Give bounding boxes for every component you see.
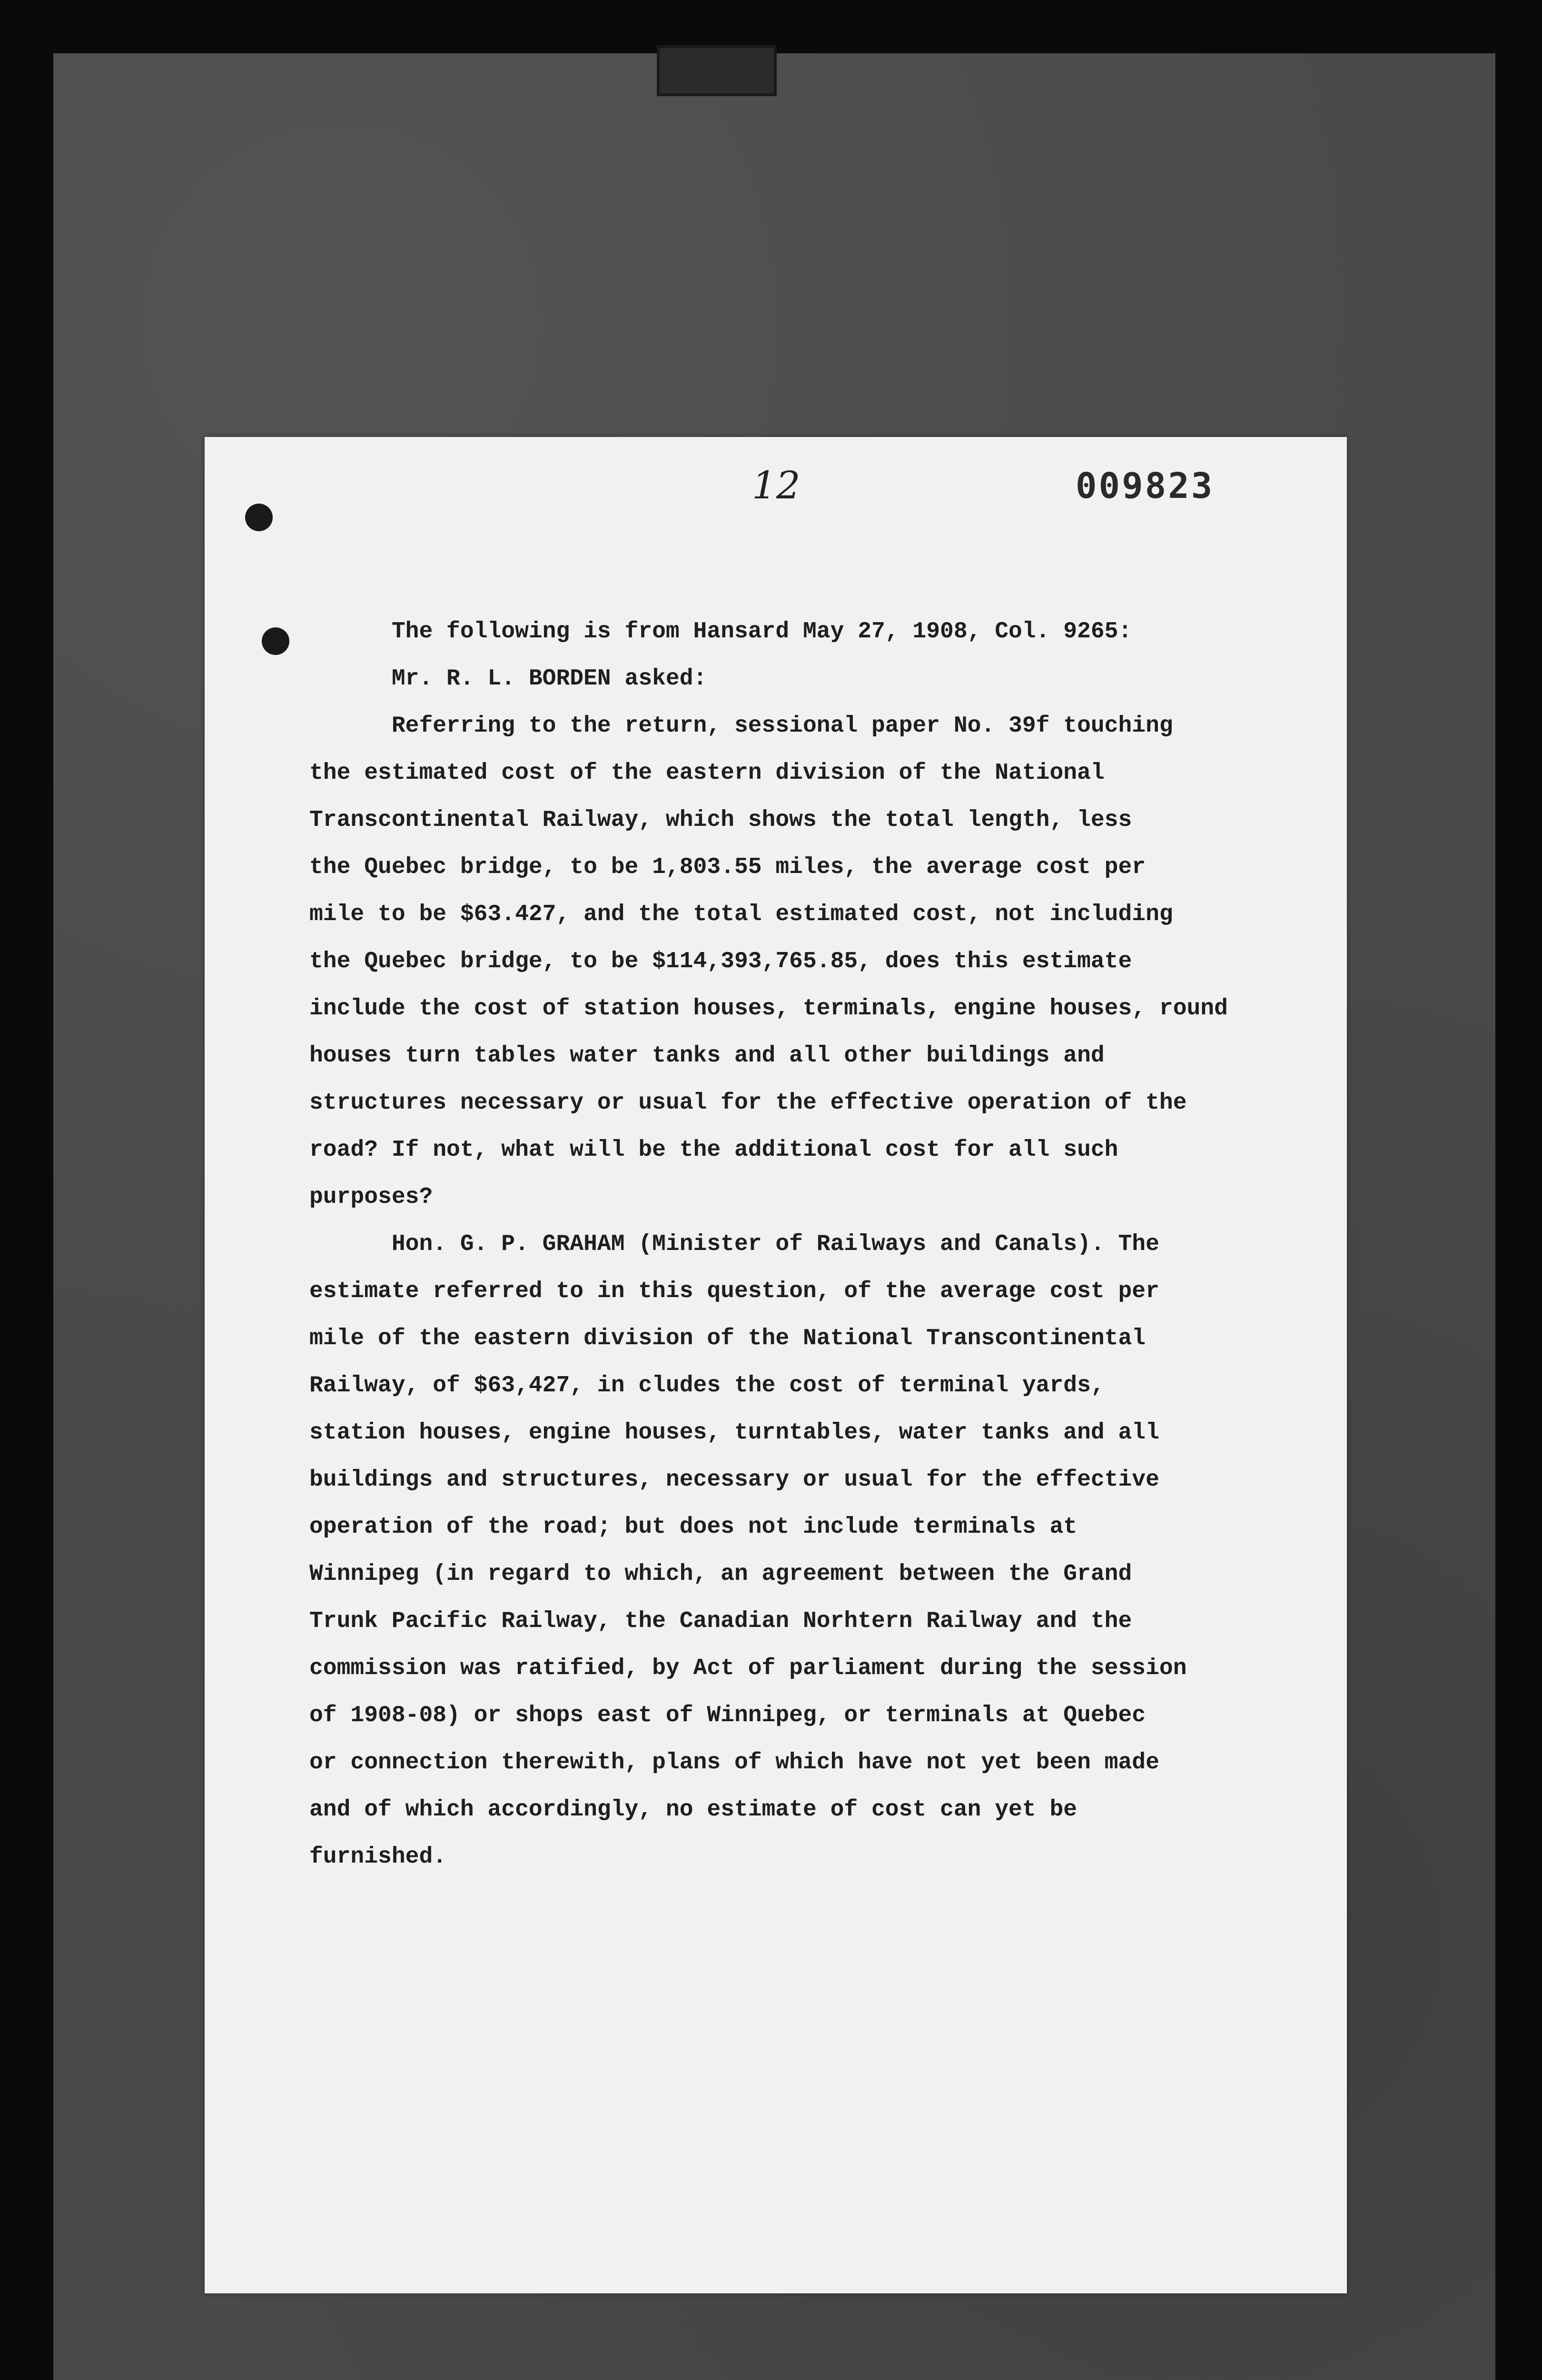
text-line: operation of the road; but does not include terminals at (309, 1514, 1077, 1540)
text-line: Winnipeg (in regard to which, an agreement between the Grand (309, 1561, 1132, 1587)
document-page (205, 437, 1347, 2293)
text-line: houses turn tables water tanks and all other buildings and (309, 1043, 1105, 1069)
typed-text-body (309, 608, 1285, 1881)
text-line: The following is from Hansard May 27, 1908, Col. 9265: (309, 619, 1132, 645)
text-line: Trunk Pacific Railway, the Canadian Norhtern Railway and the (309, 1608, 1132, 1634)
text-line: estimate referred to in this question, of the average cost per (309, 1279, 1159, 1304)
text-line: station houses, engine houses, turntables, water tanks and all (309, 1420, 1159, 1446)
text-line: mile of the eastern division of the National Transcontinental (309, 1326, 1146, 1351)
text-line: structures necessary or usual for the effective operation of the (309, 1090, 1187, 1116)
text-line: buildings and structures, necessary or usual for the effective (309, 1467, 1159, 1493)
punch-hole-icon (262, 627, 289, 655)
text-line: and of which accordingly, no estimate of cost can yet be (309, 1797, 1077, 1823)
text-line: road? If not, what will be the additional cost for all such (309, 1137, 1118, 1163)
binder-clip (657, 45, 777, 96)
text-line: Referring to the return, sessional paper No. 39f touching (309, 713, 1173, 739)
text-line: the Quebec bridge, to be 1,803.55 miles, the average cost per (309, 854, 1146, 880)
text-line: commission was ratified, by Act of parliament during the session (309, 1656, 1187, 1681)
text-line: Railway, of $63,427, in cludes the cost of terminal yards, (309, 1373, 1105, 1398)
text-line: of 1908-08) or shops east of Winnipeg, or terminals at Quebec (309, 1703, 1146, 1728)
text-line: purposes? (309, 1184, 433, 1210)
text-line: Mr. R. L. BORDEN asked: (309, 666, 707, 692)
document-number-stamp: 009823 (1076, 466, 1215, 506)
text-line: or connection therewith, plans of which have not yet been made (309, 1750, 1159, 1775)
text-line: Transcontinental Railway, which shows the total length, less (309, 807, 1132, 833)
text-line: Hon. G. P. GRAHAM (Minister of Railways and Canals). The (309, 1231, 1159, 1257)
text-line: furnished. (309, 1844, 447, 1870)
text-line: the Quebec bridge, to be $114,393,765.85, does this estimate (309, 949, 1132, 974)
punch-hole-icon (245, 504, 273, 531)
text-line: mile to be $63.427, and the total estimated cost, not including (309, 902, 1173, 927)
handwritten-page-number: 12 (752, 463, 801, 507)
text-line: the estimated cost of the eastern division of the National (309, 760, 1105, 786)
text-line: include the cost of station houses, terminals, engine houses, round (309, 996, 1228, 1021)
